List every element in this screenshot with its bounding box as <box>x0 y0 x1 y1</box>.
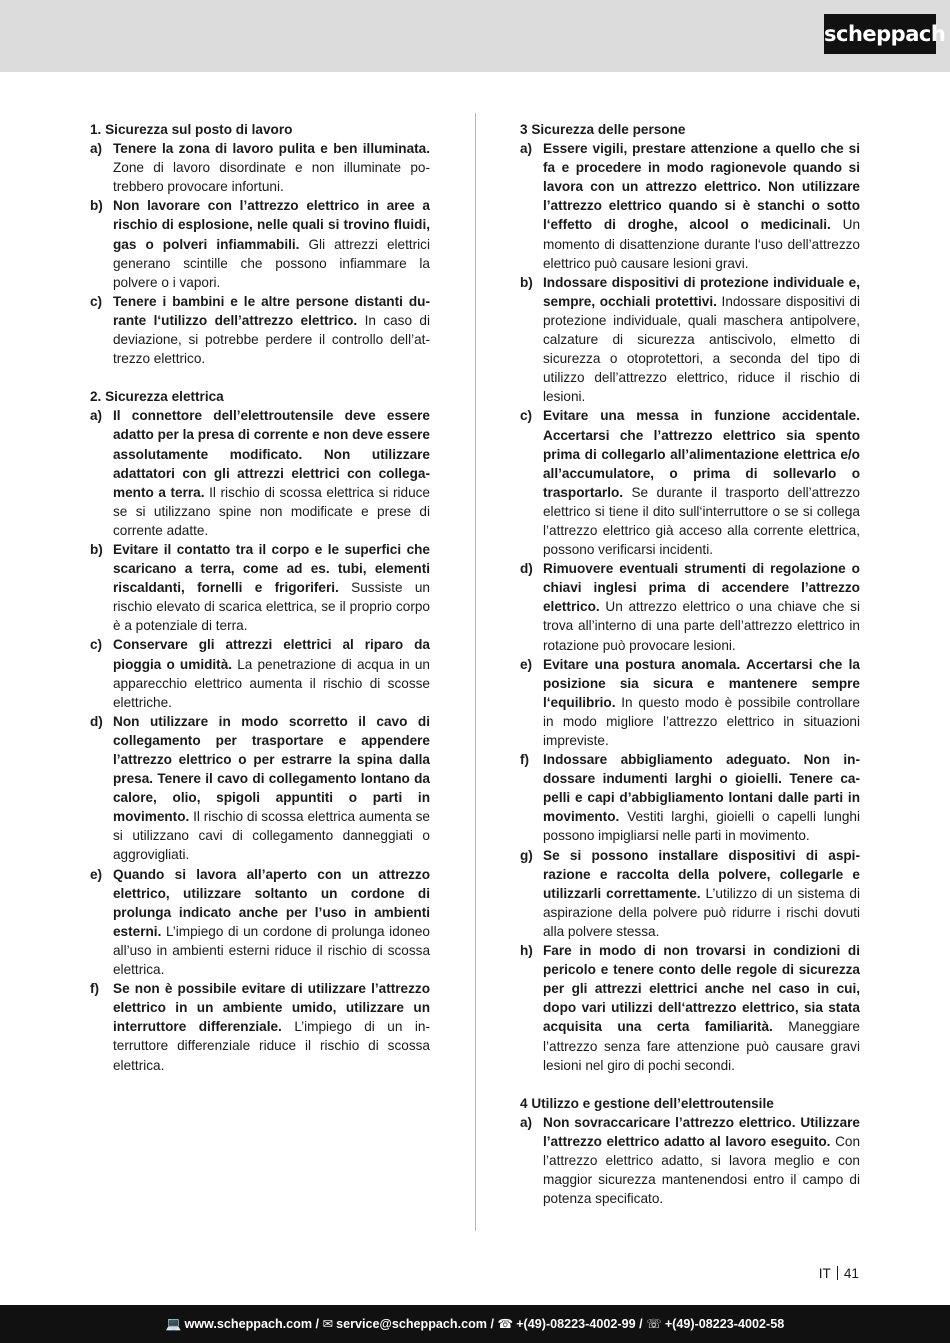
item-instruction: Non lavorare con l’attrezzo elettrico in aree a rischio di esplosione, nelle quali si trovino fluidi, gas o polveri infiammabili. <box>113 198 430 252</box>
page-language: IT <box>818 1266 831 1281</box>
item-explanation: Maneggiare l’attrezzo senza fare attenzione può causare gravi lesioni nel giro di pochi secondi. <box>543 1019 860 1073</box>
item-letter: d) <box>520 561 533 577</box>
section-title: 2. Sicurezza elettrica <box>90 389 224 405</box>
footer-bar <box>0 1305 950 1343</box>
item-instruction: Indossare abbigliamento adeguato. Non indossare indumenti larghi o gioielli. Tenere capelli e capi d’abbigliamento lontani dalle parti in movimento. <box>543 752 860 825</box>
item-instruction: Evitare una postura anomala. Accertarsi che la posizione sia sicura e mantenere sempre l‘equilibrio. <box>543 656 860 710</box>
item-letter: g) <box>520 847 533 863</box>
item-instruction: Evitare il contatto tra il corpo e le superfici che scaricano a terra, come ad es. tubi, elementi riscaldanti, fornelli e frigoriferi. <box>113 541 430 596</box>
item-letter: b) <box>90 541 103 557</box>
safety-section <box>90 387 430 1074</box>
computer-icon: 💻 <box>165 1317 182 1331</box>
item-letter: h) <box>520 943 533 959</box>
item-letter: c) <box>90 637 103 653</box>
item-instruction: Non utilizzare in modo scorretto il cavo di collegamento per trasportare e appendere l’attrezzo elettrico o per estrarre la spina dalla presa. Tenere il cavo di collegamento lontano da calore, olio, spigoli appuntiti o parti in movimento. <box>113 713 430 825</box>
list-item <box>520 750 860 845</box>
page-number-value: 41 <box>843 1266 859 1281</box>
item-explanation: Se durante il trasporto dell’attrezzo elettrico si tiene il dito sull‘interruttore o se si collega l’attrezzo elettrico già acceso alla corrente elettrica, possono verificarsi incidenti. <box>543 484 860 558</box>
left-column <box>90 120 430 1094</box>
item-letter: b) <box>520 274 533 290</box>
item-instruction: Tenere la zona di lavoro pulita e ben illuminata. <box>113 141 430 157</box>
item-body <box>543 1113 860 1208</box>
list-item <box>520 655 860 750</box>
safety-section <box>90 120 430 368</box>
item-letter: a) <box>520 1114 533 1130</box>
page-separator <box>837 1266 838 1280</box>
item-explanation: Il rischio di scossa elettrica aumenta se si utilizzano cavi di collegamento danneggiati o aggrovigliati. <box>113 809 430 863</box>
footer-fax: +(49)-08223-4002-58 <box>664 1317 785 1331</box>
item-instruction: Quando si lavora all’aperto con un attrezzo elettrico, utilizzare soltanto un cordone di prolunga indicato anche per l’uso in ambienti esterni. <box>113 866 430 939</box>
mail-icon: ✉ <box>322 1317 334 1331</box>
item-instruction: Il connettore dell’elettroutensile deve essere adatto per la presa di corrente e non deve essere assolutamente modificato. Non utilizzare adattatori con gli attrezzi elettrici con collegamento a terra. <box>113 408 430 500</box>
item-body <box>113 540 430 635</box>
list-item <box>520 941 860 1075</box>
item-instruction: Se si possono installare dispositivi di aspirazione e raccolta della polvere, collegarle e utilizzarli correttamente. <box>543 847 860 901</box>
item-letter: c) <box>90 293 103 309</box>
item-body <box>543 941 860 1075</box>
item-letter: f) <box>520 752 530 768</box>
item-explanation: L’impiego di un interruttore differenziale riduce il rischio di scossa elettrica. <box>113 1019 430 1073</box>
item-body <box>113 979 430 1074</box>
list-item <box>90 292 430 368</box>
item-body <box>543 750 860 845</box>
item-body <box>113 406 430 540</box>
scheppach-logo: scheppach <box>824 14 936 54</box>
item-instruction: Evitare una messa in funzione accidentale. Accertarsi che l’attrezzo elettrico sia spento prima di collegarlo all’alimentazione elettrica e/o all’accumulatore, o prima di sollevarlo o trasportarlo. <box>543 408 860 500</box>
list-item <box>520 559 860 654</box>
list-item <box>90 406 430 540</box>
item-letter: d) <box>90 713 103 729</box>
item-instruction: Se non è possibile evitare di utilizzare l’attrezzo elettrico in un ambiente umido, utilizzare un interruttore differenziale. <box>113 981 430 1035</box>
item-explanation: Un attrezzo elettrico o una chiave che si trova all’interno di una parte dell’attrezzo elettrico in rotazione può provocare lesioni. <box>543 599 860 653</box>
section-title: 1. Sicurezza sul posto di lavoro <box>90 122 293 137</box>
list-item <box>90 865 430 980</box>
item-instruction: Fare in modo di non trovarsi in condizioni di pericolo e tenere conto delle regole di sicurezza per gli attrezzi elettrici anche nel caso in cui, dopo vari utilizzi dell‘attrezzo elettrico, sia stata acquisita una certa familiarità. <box>543 943 860 1035</box>
page-number <box>819 1265 859 1283</box>
item-letter: a) <box>520 141 533 157</box>
item-body <box>543 273 860 407</box>
item-body <box>113 635 430 711</box>
footer-website[interactable]: www.scheppach.com / <box>184 1317 320 1331</box>
item-body <box>113 292 430 368</box>
item-body <box>543 406 860 559</box>
list-item <box>90 712 430 865</box>
footer-phone: +(49)-08223-4002-99 / <box>516 1317 643 1331</box>
item-explanation: Il rischio di scossa elettrica si riduce se si utilizzano spine non modificate e prese di corrente adatte. <box>113 484 430 538</box>
item-explanation: L’utilizzo di un sistema di aspirazione della polvere può ridurre i rischi dovuti alla polvere stessa. <box>543 885 860 939</box>
item-letter: e) <box>90 866 103 882</box>
item-body <box>543 655 860 750</box>
item-letter: a) <box>90 408 103 424</box>
safety-section <box>520 120 860 1075</box>
item-instruction: Tenere i bambini e le altre persone distanti durante l‘utilizzo dell’attrezzo elettrico. <box>113 293 430 328</box>
item-letter: c) <box>520 408 533 424</box>
footer-email[interactable]: service@scheppach.com / <box>336 1317 495 1331</box>
list-item <box>90 540 430 635</box>
list-item <box>520 139 860 273</box>
list-item <box>90 635 430 711</box>
item-letter: f) <box>90 981 100 997</box>
item-letter: e) <box>520 656 533 672</box>
list-item <box>90 196 430 291</box>
item-explanation: Un momento di disattenzione durante l‘uso dell’attrezzo elettrico può causare lesioni gravi. <box>543 217 861 271</box>
list-item <box>90 979 430 1074</box>
item-body <box>113 196 430 291</box>
item-instruction: Essere vigili, prestare attenzione a quello che si fa e procedere in modo ragionevole quando si lavora con un attrezzo elettrico. Non utilizzare l’attrezzo elettrico quando si è stanchi o sotto l‘effetto di droghe, alcool o medicinali. <box>543 141 860 233</box>
item-instruction: Rimuovere eventuali strumenti di regolazione o chiavi inglesi prima di accendere l’attrezzo elettrico. <box>543 561 860 615</box>
header-bar <box>0 0 950 72</box>
item-instruction: Non sovraccaricare l’attrezzo elettrico. Utilizzare l’attrezzo elettrico adatto al lavoro eseguito. <box>543 1114 860 1149</box>
list-item <box>520 1113 860 1208</box>
item-explanation: Con l’attrezzo elettrico adatto, si lavora meglio e con maggior sicurezza mantenendosi entro il campo di potenza specificato. <box>543 1133 861 1207</box>
item-body <box>543 559 860 654</box>
column-divider <box>475 113 476 1231</box>
item-instruction: Conservare gli attrezzi elettrici al riparo da pioggia o umidità. <box>113 637 430 672</box>
item-explanation: Vestiti larghi, gioielli o capelli lunghi possono impigliarsi nelle parti in movimento. <box>543 809 860 844</box>
item-explanation: In caso di deviazione, si potrebbe perdere il controllo dell’attrezzo elettrico. <box>113 312 430 367</box>
section-title: 3 Sicurezza delle persone <box>520 122 686 137</box>
list-item <box>520 846 860 941</box>
item-instruction: Indossare dispositivi di protezione individuale e, sempre, occhiali protettivi. <box>543 274 860 309</box>
item-body <box>113 139 430 196</box>
item-body <box>543 139 860 273</box>
item-explanation: Zone di lavoro disordinate e non illuminate potrebbero provocare infortuni. <box>113 160 430 195</box>
item-letter: a) <box>90 141 103 157</box>
item-explanation: La penetrazione di acqua in un apparecchio elettrico aumenta il rischio di scosse elettriche. <box>113 656 430 710</box>
list-item <box>520 406 860 559</box>
right-column <box>520 120 860 1227</box>
item-explanation: Indossare dispositivi di protezione individuale, quali maschera antipolvere, calzature di sicurezza antiscivolo, elmetto di sicurezza o otoprotettori, a seconda del tipo di utilizzo dell’attrezzo elettrico, riduce il rischio di lesioni. <box>543 293 860 405</box>
item-explanation: L’impiego di un cordone di prolunga idoneo all’uso in ambienti esterni riduce il rischio di scossa elettrica. <box>113 923 430 978</box>
item-body <box>113 712 430 865</box>
item-explanation: Gli attrezzi elettrici generano scintille che possono infiammare la polvere o i vapori. <box>113 236 430 290</box>
fax-icon: ☏ <box>646 1317 662 1331</box>
list-item <box>520 273 860 407</box>
item-letter: b) <box>90 198 103 214</box>
item-explanation: Sussiste un rischio elevato di scarica elettrica, se il proprio corpo è a potenziale di terra. <box>113 580 430 634</box>
item-explanation: In questo modo è possibile controllare in modo migliore l’attrezzo elettrico in situazioni impreviste. <box>543 694 860 748</box>
item-body <box>113 865 430 980</box>
list-item <box>90 139 430 196</box>
phone-icon: ☎ <box>497 1317 514 1331</box>
item-body <box>543 846 860 941</box>
section-title: 4 Utilizzo e gestione dell’elettroutensile <box>520 1095 774 1111</box>
safety-section <box>520 1094 860 1209</box>
